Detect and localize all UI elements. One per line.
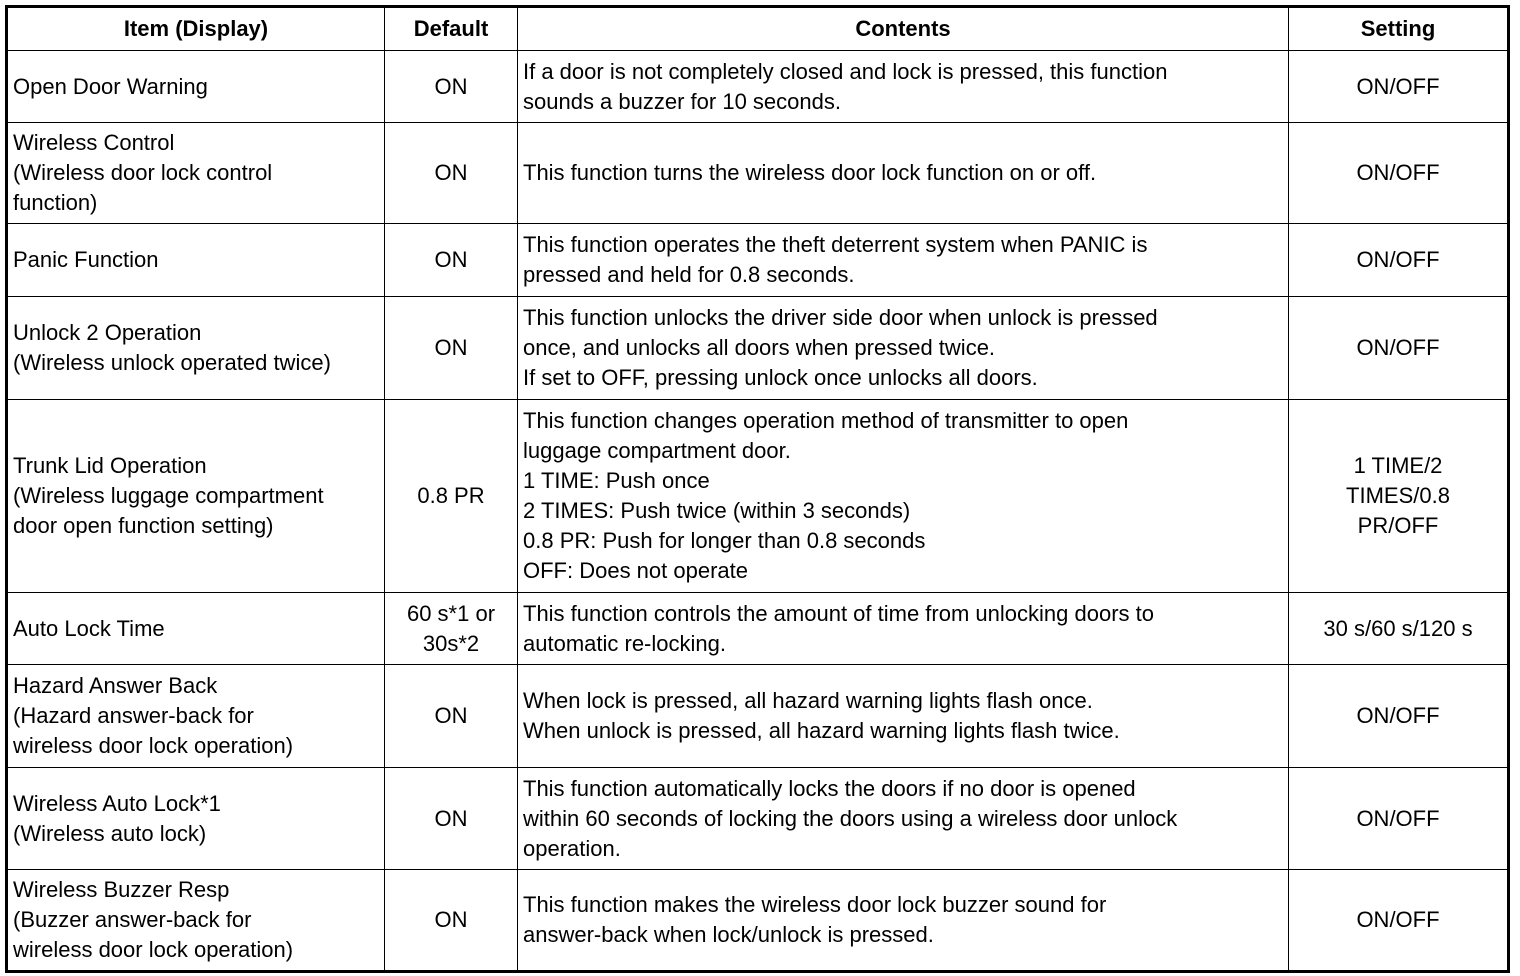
header-setting: Setting <box>1289 7 1509 51</box>
cell-default: ON <box>385 224 518 297</box>
cell-setting: ON/OFF <box>1289 224 1509 297</box>
cell-contents: When lock is pressed, all hazard warning lights flash once. When unlock is pressed, all hazard warning lights flash twice. <box>518 665 1289 768</box>
cell-contents: This function operates the theft deterrent system when PANIC is pressed and held for 0.8 seconds. <box>518 224 1289 297</box>
cell-default: 0.8 PR <box>385 400 518 593</box>
cell-contents: If a door is not completely closed and lock is pressed, this function sounds a buzzer for 10 seconds. <box>518 51 1289 123</box>
table-row <box>7 51 1509 123</box>
cell-item: Trunk Lid Operation (Wireless luggage compartment door open function setting) <box>7 400 385 593</box>
header-contents: Contents <box>518 7 1289 51</box>
cell-contents: This function changes operation method of transmitter to open luggage compartment door. 1 TIME: Push once 2 TIMES: Push twice (within 3 seconds) 0.8 PR: Push for longer than 0.8 seconds OFF: Does not operate <box>518 400 1289 593</box>
table-row <box>7 123 1509 224</box>
cell-setting: ON/OFF <box>1289 768 1509 870</box>
cell-item: Hazard Answer Back (Hazard answer-back for wireless door lock operation) <box>7 665 385 768</box>
table-row <box>7 593 1509 665</box>
table-row <box>7 400 1509 593</box>
cell-item: Unlock 2 Operation (Wireless unlock operated twice) <box>7 297 385 400</box>
cell-setting: ON/OFF <box>1289 870 1509 972</box>
cell-item: Panic Function <box>7 224 385 297</box>
cell-default: ON <box>385 297 518 400</box>
table-row <box>7 870 1509 972</box>
cell-setting: ON/OFF <box>1289 665 1509 768</box>
cell-default: ON <box>385 123 518 224</box>
cell-setting: 1 TIME/2 TIMES/0.8 PR/OFF <box>1289 400 1509 593</box>
cell-default: 60 s*1 or 30s*2 <box>385 593 518 665</box>
cell-setting: ON/OFF <box>1289 297 1509 400</box>
cell-default: ON <box>385 870 518 972</box>
cell-setting: ON/OFF <box>1289 123 1509 224</box>
settings-table <box>5 5 1510 973</box>
cell-item: Wireless Control (Wireless door lock control function) <box>7 123 385 224</box>
cell-contents: This function automatically locks the doors if no door is opened within 60 seconds of locking the doors using a wireless door unlock operation. <box>518 768 1289 870</box>
cell-contents: This function makes the wireless door lock buzzer sound for answer-back when lock/unlock is pressed. <box>518 870 1289 972</box>
cell-default: ON <box>385 51 518 123</box>
cell-item: Auto Lock Time <box>7 593 385 665</box>
cell-default: ON <box>385 768 518 870</box>
cell-item: Wireless Buzzer Resp (Buzzer answer-back for wireless door lock operation) <box>7 870 385 972</box>
cell-setting: ON/OFF <box>1289 51 1509 123</box>
cell-setting: 30 s/60 s/120 s <box>1289 593 1509 665</box>
header-default: Default <box>385 7 518 51</box>
cell-contents: This function controls the amount of time from unlocking doors to automatic re-locking. <box>518 593 1289 665</box>
table-row <box>7 297 1509 400</box>
table-row <box>7 224 1509 297</box>
table-row <box>7 665 1509 768</box>
cell-item: Wireless Auto Lock*1 (Wireless auto lock) <box>7 768 385 870</box>
table-row <box>7 768 1509 870</box>
header-item: Item (Display) <box>7 7 385 51</box>
cell-item: Open Door Warning <box>7 51 385 123</box>
cell-default: ON <box>385 665 518 768</box>
cell-contents: This function unlocks the driver side door when unlock is pressed once, and unlocks all doors when pressed twice. If set to OFF, pressing unlock once unlocks all doors. <box>518 297 1289 400</box>
cell-contents: This function turns the wireless door lock function on or off. <box>518 123 1289 224</box>
header-row <box>7 7 1509 51</box>
